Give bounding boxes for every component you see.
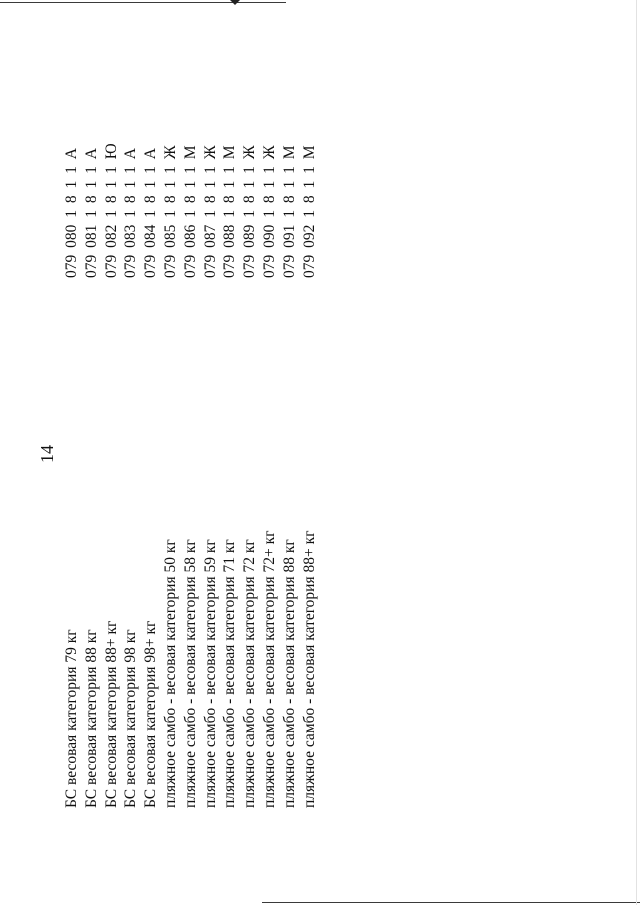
row-label: пляжное самбо - весовая категория 72+ кг bbox=[261, 530, 278, 808]
row-label: БС весовая категория 88+ кг bbox=[102, 620, 120, 808]
row-code: 079 086 1 8 1 1 М bbox=[181, 145, 199, 278]
row-code: 079 092 1 8 1 1 М bbox=[300, 145, 318, 278]
row-code: 079 088 1 8 1 1 М bbox=[221, 145, 239, 278]
table-row bbox=[141, 0, 161, 905]
row-label: БС весовая категория 88 кг bbox=[82, 629, 100, 808]
row-label: пляжное самбо - весовая категория 58 кг bbox=[181, 539, 199, 808]
table-row bbox=[201, 0, 221, 905]
table-row bbox=[161, 0, 181, 905]
row-code: 079 082 1 8 1 1 Ю bbox=[102, 143, 120, 278]
row-code: 079 080 1 8 1 1 А bbox=[63, 148, 80, 278]
row-label: пляжное самбо - весовая категория 50 кг bbox=[162, 539, 179, 808]
table-row bbox=[181, 0, 201, 905]
row-code: 079 083 1 8 1 1 А bbox=[122, 148, 140, 278]
row-code: 079 081 1 8 1 1 А bbox=[82, 148, 100, 278]
row-label: БС весовая категория 98+ кг bbox=[142, 620, 160, 808]
row-label: БС весовая категория 98 кг bbox=[122, 629, 140, 808]
table-row bbox=[260, 0, 280, 905]
row-label: БС весовая категория 79 кг bbox=[63, 629, 80, 808]
row-label: пляжное самбо - весовая категория 88+ кг bbox=[300, 530, 318, 808]
table-row bbox=[82, 0, 102, 905]
table-row bbox=[300, 0, 320, 905]
row-code: 079 087 1 8 1 1 Ж bbox=[201, 145, 219, 278]
page-number: 14 bbox=[37, 445, 57, 463]
row-label: пляжное самбо - весовая категория 71 кг bbox=[221, 539, 239, 808]
table-row bbox=[102, 0, 122, 905]
row-code: 079 091 1 8 1 1 М bbox=[280, 145, 298, 278]
table-row bbox=[280, 0, 300, 905]
row-code: 079 090 1 8 1 1 Ж bbox=[261, 145, 278, 278]
row-label: пляжное самбо - весовая категория 88 кг bbox=[280, 539, 298, 808]
row-label: пляжное самбо - весовая категория 59 кг bbox=[201, 539, 219, 808]
row-code: 079 084 1 8 1 1 А bbox=[142, 148, 160, 278]
row-code: 079 085 1 8 1 1 Ж bbox=[162, 145, 179, 278]
table-row bbox=[240, 0, 260, 905]
table-row bbox=[121, 0, 141, 905]
table-row bbox=[220, 0, 240, 905]
row-label: пляжное самбо - весовая категория 72 кг bbox=[241, 539, 259, 808]
row-code: 079 089 1 8 1 1 Ж bbox=[241, 145, 259, 278]
table-row bbox=[62, 0, 82, 905]
